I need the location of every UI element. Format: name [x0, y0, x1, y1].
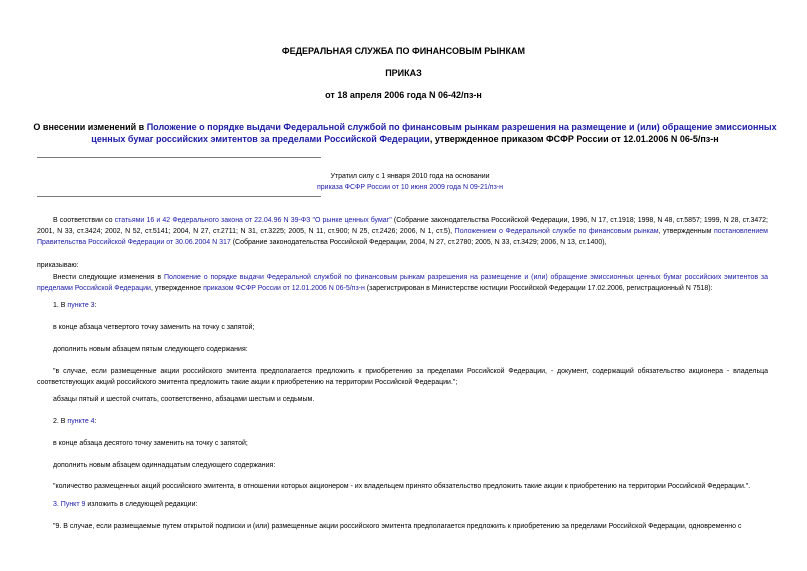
- fsfr-regulation-link[interactable]: Положением о Федеральной службе по финансовым рынкам: [454, 228, 659, 235]
- item-2-text: 2. В: [53, 418, 68, 425]
- item-3-text: изложить в следующей редакции:: [85, 501, 198, 508]
- status-line: Утратил силу с 1 января 2010 года на основании: [330, 173, 490, 180]
- amendment-text-3: (зарегистрирован в Министерстве юстиции Российской Федерации 17.02.2006, регистрационный N 7518):: [364, 285, 713, 292]
- preamble-text-1: В соответствии со: [53, 217, 115, 224]
- document-date-number: от 18 апреля 2006 года N 06-42/пз-н: [325, 90, 482, 100]
- item-1-text: 1. В: [53, 302, 68, 309]
- order-06-5-link[interactable]: приказом ФСФР России от 12.01.2006 N 06-5/пз-н: [203, 285, 365, 292]
- item-3-quote: "9. В случае, если размещаемые путем открытой подписки и (или) размещенные акции российского эмитента предполагается предложить к приобретению за пределами Российской Федерации, одновременно с: [53, 523, 742, 530]
- item-2-colon: :: [94, 418, 97, 425]
- preamble-text-4: (Собрание законодательства Российской Федерации, 2004, N 27, ст.2780; 2005, N 33, ст.3429; 2006, N 13, ст.1400),: [230, 239, 607, 246]
- item-2-instruction-b: дополнить новым абзацем одиннадцатым следующего содержания:: [53, 462, 276, 469]
- item-1-instruction-a: в конце абзаца четвертого точку заменить на точку с запятой;: [53, 324, 255, 331]
- point-3-link[interactable]: пункте 3: [67, 302, 95, 309]
- title-prefix: О внесении изменений в: [33, 122, 147, 132]
- item-3-heading: [37, 499, 768, 510]
- item-1-quote: "в случае, если размещенные акции российского эмитента предполагается предложить к приобретению за пределами Российской Федерации, - документ, содержащий обязательство акционера - владельца соответствующих акций российского эмитента предложить такие акции к приобретению на территории Российской Федерации.";: [37, 368, 768, 386]
- law-articles-link[interactable]: статьями 16 и 42 Федерального закона от 22.04.96 N 39-ФЗ "О рынке ценных бумаг": [114, 217, 392, 224]
- amendment-intro-paragraph: [37, 272, 768, 294]
- document-title: [30, 121, 780, 145]
- item-2-heading: [37, 416, 768, 427]
- point-4-link[interactable]: пункте 4: [67, 418, 95, 425]
- divider-top: [37, 157, 321, 158]
- amendment-text-1: Внести следующие изменения в: [53, 274, 164, 281]
- item-2-instruction-a: в конце абзаца десятого точку заменить на точку с запятой;: [53, 440, 248, 447]
- order-word: приказываю:: [37, 262, 79, 269]
- item-1-instruction-b: дополнить новым абзацем пятым следующего содержания:: [53, 346, 248, 353]
- title-suffix: , утвержденное приказом ФСФР России от 12.01.2006 N 06-5/пз-н: [429, 134, 719, 144]
- divider-bottom: [37, 196, 321, 197]
- status-order-link[interactable]: приказа ФСФР России от 10 июня 2009 года N 09-21/пз-н: [316, 184, 503, 191]
- document-type: ПРИКАЗ: [385, 68, 422, 78]
- amendment-text-2: , утвержденное: [150, 285, 204, 292]
- preamble-paragraph: [37, 215, 768, 248]
- government-decree-link[interactable]: постановлением Правительства Российской Федерации от 30.06.2004 N 317: [37, 228, 768, 246]
- preamble-text-2: (Собрание законодательства Российской Федерации, 1996, N 17, ст.1918; 1998, N 48, ст.5857; 1999, N 28, ст.3472; 2001, N 33, ст.3424; 2002, N 52, ст.5141; 2004, N 27, ст.2711; N 31, ст.3225; 2005, N 11, ст.900; N 25, ст.2426; 2006, N 1, ст.5),: [37, 217, 768, 235]
- point-9-link[interactable]: 3. Пункт 9: [53, 501, 86, 508]
- item-2-quote: "количество размещенных акций российского эмитента, в отношении которых акционером - их владельцем принято обязательство предложить такие акции к приобретению на территории Российской Федерации.".: [53, 483, 751, 490]
- preamble-text-3: , утвержденным: [658, 228, 714, 235]
- agency-heading: ФЕДЕРАЛЬНАЯ СЛУЖБА ПО ФИНАНСОВЫМ РЫНКАМ: [281, 46, 526, 56]
- item-1-heading: [37, 300, 768, 311]
- item-1-instruction-c: абзацы пятый и шестой считать, соответственно, абзацами шестым и седьмым.: [53, 396, 315, 403]
- amended-regulation-link[interactable]: Положение о порядке выдачи Федеральной службой по финансовым рынкам разрешения на размещение и (или) обращение эмиссионных ценных бумаг российских эмитентов за пределами Российской Федерации: [37, 274, 768, 292]
- title-regulation-link[interactable]: Положение о порядке выдачи Федеральной службой по финансовым рынкам разрешения на размещение и (или) обращение эмиссионных ценных бумаг российских эмитентов за пределами Российской Федерации: [91, 122, 777, 144]
- item-1-colon: :: [94, 302, 97, 309]
